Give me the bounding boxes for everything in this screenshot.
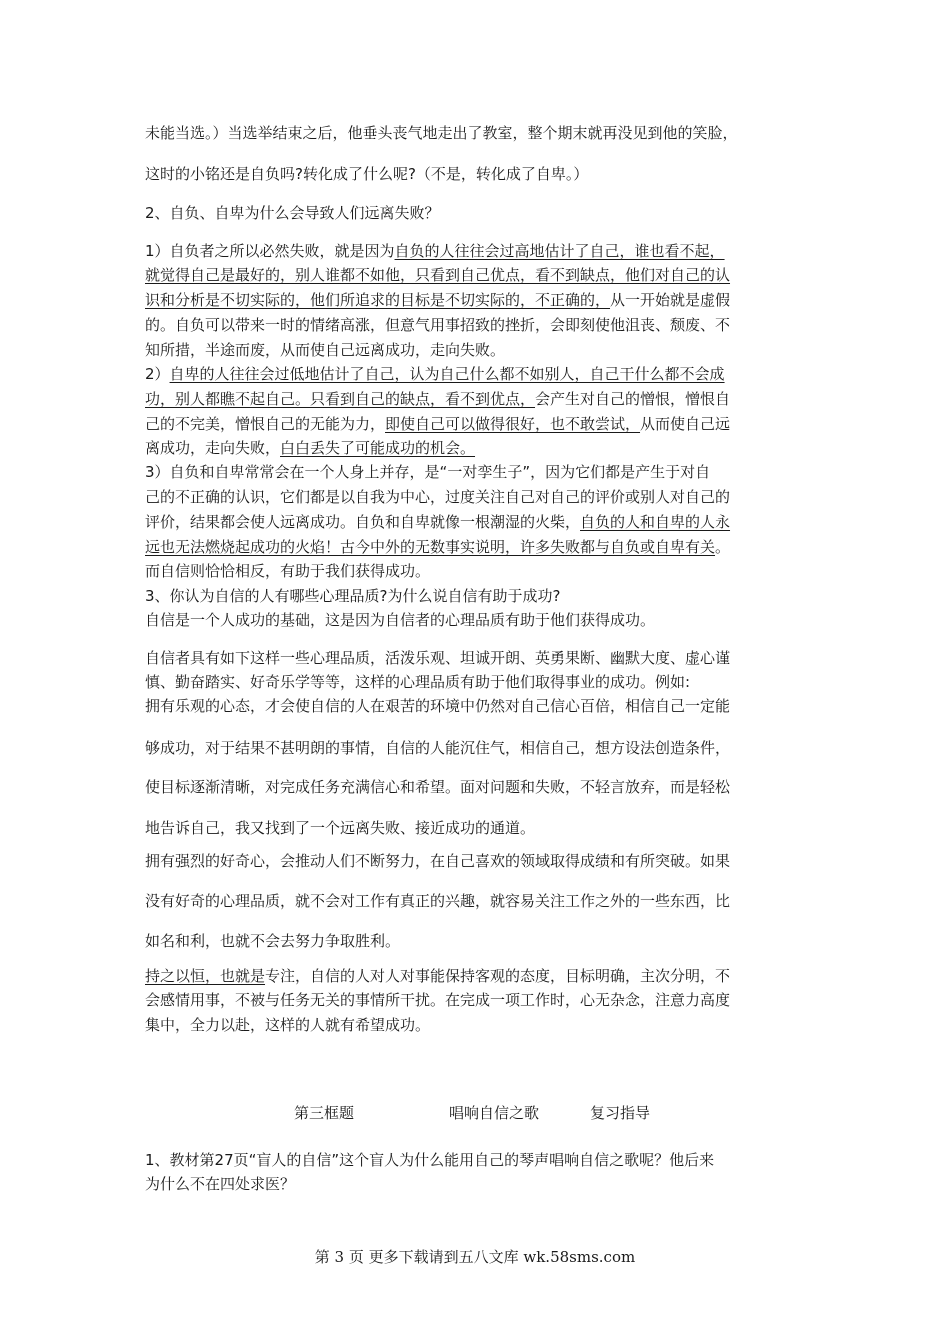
text-line: 己的不完美，憎恨自己的无能为力，即使自己可以做得很好，也不敢尝试，从而使自己远: [145, 415, 731, 433]
text-line: 而自信则恰恰相反，有助于我们获得成功。: [145, 562, 431, 580]
text-line: 拥有强烈的好奇心，会推动人们不断努力，在自己喜欢的领域取得成绩和有所突破。如果: [145, 852, 731, 870]
text-line: 拥有乐观的心态，才会使自信的人在艰苦的环境中仍然对自己信心百倍，相信自己一定能: [145, 697, 731, 715]
text-line: 1）自负者之所以必然失败，就是因为自负的人往往会过高地估计了自己，谁也看不起，: [145, 242, 725, 260]
text-line: 2）自卑的人往往会过低地估计了自己，认为自己什么都不如别人，自己干什么都不会成: [145, 365, 725, 383]
text-line: 未能当选。）当选举结束之后，他垂头丧气地走出了教室，整个期末就再没见到他的笑脸，: [145, 124, 738, 142]
heading-title: 唱响自信之歌: [449, 1104, 540, 1122]
heading-part: 第三框题: [294, 1104, 355, 1122]
text-line: 3）自负和自卑常常会在一个人身上并存，是“一对孪生子”，因为它们都是产生于对自: [145, 463, 711, 481]
text-line: 自信者具有如下这样一些心理品质，活泼乐观、坦诚开朗、英勇果断、幽默大度、虚心谨: [145, 649, 731, 667]
text-line: 没有好奇的心理品质，就不会对工作有真正的兴趣，就容易关注工作之外的一些东西，比: [145, 892, 731, 910]
text-line: 功，别人都瞧不起自己。只看到自己的缺点，看不到优点，会产生对自己的憎恨，憎恨自: [145, 390, 731, 408]
text-line: 这时的小铭还是自负吗?转化成了什么呢?（不是，转化成了自卑。）: [145, 165, 589, 183]
heading-part: 复习指导: [590, 1104, 651, 1122]
text-line: 如名和利，也就不会去努力争取胜利。: [145, 932, 401, 950]
text-line: 2、自负、自卑为什么会导致人们远离失败？: [145, 204, 440, 222]
text-line: 就觉得自己是最好的，别人谁都不如他，只看到自己优点，看不到缺点，他们对自己的认: [145, 266, 731, 284]
page-footer: 第 3 页 更多下载请到五八文库 wk.58sms.com: [314, 1248, 636, 1266]
text-line: 会感情用事，不被与任务无关的事情所干扰。在完成一项工作时，心无杂念，注意力高度: [145, 991, 731, 1009]
text-line: 知所措，半途而废，从而使自己远离成功，走向失败。: [145, 341, 506, 359]
text-line: 评价，结果都会使人远离成功。自负和自卑就像一根潮湿的火柴，自负的人和自卑的人永: [145, 513, 731, 531]
text-line: 的。自负可以带来一时的情绪高涨，但意气用事招致的挫折，会即刻使他沮丧、颓废、不: [145, 316, 731, 334]
text-line: 1、教材第27页“盲人的自信”这个盲人为什么能用自己的琴声唱响自信之歌呢？他后来: [145, 1151, 715, 1169]
text-line: 离成功，走向失败，白白丢失了可能成功的机会。: [145, 439, 476, 457]
text-line: 自信是一个人成功的基础，这是因为自信者的心理品质有助于他们获得成功。: [145, 611, 656, 629]
text-line: 集中，全力以赴，这样的人就有希望成功。: [145, 1016, 431, 1034]
text-line: 己的不正确的认识，它们都是以自我为中心，过度关注自己对自己的评价或别人对自己的: [145, 488, 731, 506]
text-line: 持之以恒，也就是专注，自信的人对人对事能保持客观的态度，目标明确，主次分明，不: [145, 967, 731, 985]
text-line: 地告诉自己，我又找到了一个远离失败、接近成功的通道。: [145, 819, 536, 837]
text-line: 为什么不在四处求医？: [145, 1175, 296, 1193]
text-line: 远也无法燃烧起成功的火焰！古今中外的无数事实说明，许多失败都与自负或自卑有关。: [145, 538, 731, 556]
text-line: 3、你认为自信的人有哪些心理品质?为什么说自信有助于成功?: [145, 587, 561, 605]
text-line: 使目标逐渐清晰，对完成任务充满信心和希望。面对问题和失败，不轻言放弃，而是轻松: [145, 778, 731, 796]
text-line: 够成功，对于结果不甚明朗的事情，自信的人能沉住气，相信自己，想方设法创造条件，: [145, 739, 731, 757]
text-line: 慎、勤奋踏实、好奇乐学等等，这样的心理品质有助于他们取得事业的成功。例如:: [145, 673, 691, 691]
text-line: 识和分析是不切实际的，他们所追求的目标是不切实际的，不正确的，从一开始就是虚假: [145, 291, 731, 309]
